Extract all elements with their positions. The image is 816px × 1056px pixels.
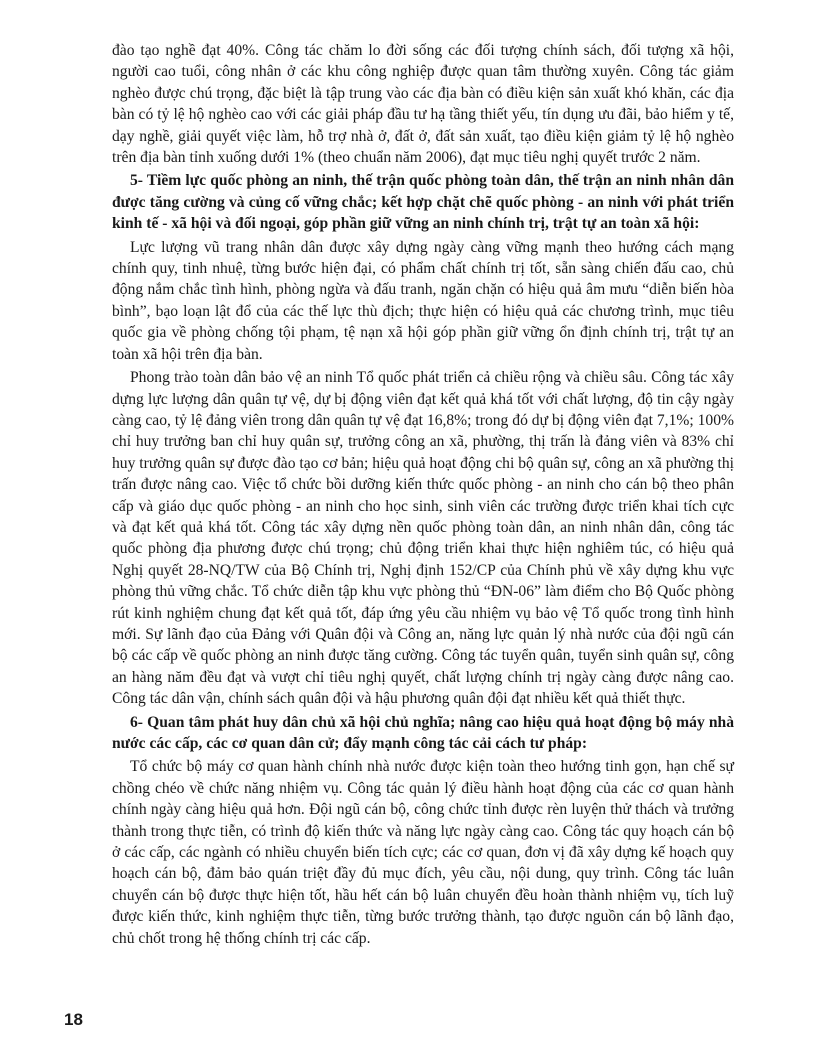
- page-number: 18: [64, 1010, 83, 1029]
- section-heading-5: 5- Tiềm lực quốc phòng an ninh, thế trận quốc phòng toàn dân, thế trận an ninh nhân dân được tăng cường và củng cố vững chắc; kết hợp chặt chẽ quốc phòng - an ninh với phát triển kinh tế - xã hội và đối ngoại, góp phần giữ vững an ninh chính trị, trật tự an toàn xã hội:: [112, 172, 734, 233]
- section-heading-6: 6- Quan tâm phát huy dân chủ xã hội chủ nghĩa; nâng cao hiệu quả hoạt động bộ máy nhà nước các cấp, các cơ quan dân cử; đẩy mạnh công tác cải cách tư pháp:: [112, 713, 734, 752]
- paragraph-social-welfare: đào tạo nghề đạt 40%. Công tác chăm lo đời sống các đối tượng chính sách, đối tượng xã hội, người cao tuổi, công nhân ở các khu công nghiệp được quan tâm thường xuyên. Công tác giảm nghèo được chú trọng, đặc biệt là tập trung vào các địa bàn có điều kiện sản xuất khó khăn, các địa bàn có tỷ lệ hộ nghèo cao với các giải pháp đầu tư hạ tầng thiết yếu, tín dụng ưu đãi, bảo hiểm y tế, dạy nghề, giải quyết việc làm, hỗ trợ nhà ở, đất ở, đất sản xuất, tạo điều kiện giảm tỷ lệ hộ nghèo trên địa bàn tỉnh xuống dưới 1% (theo chuẩn năm 2006), đạt mục tiêu nghị quyết trước 2 năm.: [112, 42, 734, 167]
- paragraph-administration: Tổ chức bộ máy cơ quan hành chính nhà nước được kiện toàn theo hướng tinh gọn, hạn chế sự chồng chéo về chức năng nhiệm vụ. Công tác quản lý điều hành hoạt động của các cơ quan hành chính ngày càng hiệu quả hơn. Đội ngũ cán bộ, công chức tỉnh được rèn luyện thử thách và trưởng thành trong thực tiễn, có trình độ kiến thức và năng lực ngày càng cao. Công tác quy hoạch cán bộ ở các cấp, các ngành có nhiều chuyển biến tích cực; các cơ quan, đơn vị đã xây dựng kế hoạch quy hoạch cán bộ, đảm bảo quán triệt đầy đủ mục đích, yêu cầu, nội dung, quy trình. Công tác luân chuyển cán bộ được thực hiện tốt, hầu hết cán bộ luân chuyển đều hoàn thành nhiệm vụ, tích luỹ được kiến thức, kinh nghiệm thực tiễn, từng bước trưởng thành, tạo được nguồn cán bộ lãnh đạo, chủ chốt trong hệ thống chính trị các cấp.: [112, 758, 734, 947]
- paragraph-national-security: Phong trào toàn dân bảo vệ an ninh Tổ quốc phát triển cả chiều rộng và chiều sâu. Công tác xây dựng lực lượng dân quân tự vệ, dự bị động viên đạt kết quả khá tốt với chất lượng, độ tin cậy ngày càng cao, tỷ lệ đảng viên trong dân quân tự vệ đạt 16,8%; trong đó dự bị động viên đạt 7,1%; 100% chỉ huy trưởng ban chỉ huy quân sự, trưởng công an xã, phường, thị trấn là đảng viên và 83% chỉ huy trưởng quân sự được đào tạo cơ bản; hiệu quả hoạt động chi bộ quân sự, công an xã phường thị trấn được nâng cao. Việc tổ chức bồi dưỡng kiến thức quốc phòng - an ninh cho cán bộ theo phân cấp và giáo dục quốc phòng - an ninh cho học sinh, sinh viên các trường được triển khai tích cực và đạt kết quả khá tốt. Công tác xây dựng nền quốc phòng toàn dân, an ninh nhân dân, công tác quốc phòng địa phương được chú trọng; chủ động triển khai thực hiện nghiêm túc, có hiệu quả Nghị quyết 28-NQ/TW của Bộ Chính trị, Nghị định 152/CP của Chính phủ về xây dựng khu vực phòng thủ vững chắc. Tổ chức diễn tập khu vực phòng thủ “ĐN-06” làm điểm cho Bộ Quốc phòng rút kinh nghiệm chung đạt kết quả tốt, đáp ứng yêu cầu nhiệm vụ bảo vệ Tổ quốc trong tình hình mới. Sự lãnh đạo của Đảng với Quân đội và Công an, năng lực quản lý nhà nước của đội ngũ cán bộ các cấp về quốc phòng an ninh được tăng cường. Công tác tuyển quân, tuyển sinh quân sự, công an hàng năm đều đạt và vượt chỉ tiêu nghị quyết, chất lượng chính trị ngày càng được nâng cao. Công tác dân vận, chính sách quân đội và hậu phương quân đội đạt nhiều kết quả thiết thực.: [112, 369, 734, 708]
- page-body: [112, 40, 734, 949]
- paragraph-armed-forces: Lực lượng vũ trang nhân dân được xây dựng ngày càng vững mạnh theo hướng cách mạng chính quy, tinh nhuệ, từng bước hiện đại, có phẩm chất chính trị tốt, sẵn sàng chiến đấu cao, chủ động nắm chắc tình hình, phòng ngừa và đấu tranh, ngăn chặn có hiệu quả âm mưu “diễn biến hòa bình”, bạo loạn lật đổ của các thế lực thù địch; thực hiện có hiệu quả các chương trình, mục tiêu quốc gia về phòng chống tội phạm, tệ nạn xã hội góp phần giữ vững ổn định chính trị, trật tự an toàn xã hội trên địa bàn.: [112, 238, 734, 363]
